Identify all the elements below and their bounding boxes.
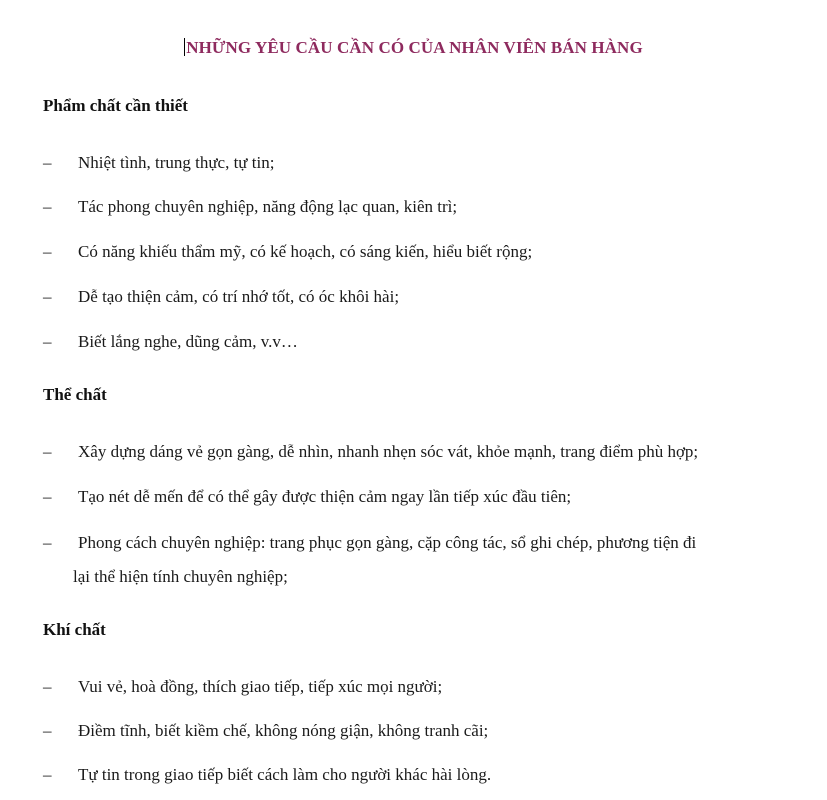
list-item xyxy=(43,758,793,792)
list-item-text: Điềm tĩnh, biết kiềm chế, không nóng giận, không tranh cãi; xyxy=(78,721,489,740)
list-item-wrapped xyxy=(43,526,793,560)
list-item-text: Phong cách chuyên nghiệp: trang phục gọn gàng, cặp công tác, sổ ghi chép, phương tiện đi xyxy=(78,533,697,552)
list-item xyxy=(43,146,793,180)
list-item-text: Có năng khiếu thẩm mỹ, có kế hoạch, có sáng kiến, hiểu biết rộng; xyxy=(78,242,533,261)
list-item-text: Tạo nét dễ mến để có thể gây được thiện cảm ngay lần tiếp xúc đầu tiên; xyxy=(78,487,572,506)
list-item-text: Tự tin trong giao tiếp biết cách làm cho người khác hài lòng. xyxy=(78,765,492,784)
list-dash: – xyxy=(43,242,52,261)
list-dash: – xyxy=(43,287,52,306)
list-item-continuation xyxy=(73,560,793,594)
list-dash: – xyxy=(43,487,52,506)
list-item-text: Nhiệt tình, trung thực, tự tin; xyxy=(78,153,275,172)
list-dash: – xyxy=(43,677,52,696)
list-item xyxy=(43,480,793,514)
document-title xyxy=(0,38,827,58)
list-item xyxy=(43,280,793,314)
list-dash: – xyxy=(43,153,52,172)
list-item xyxy=(43,325,793,359)
list-item-text-continuation: lại thể hiện tính chuyên nghiệp; xyxy=(73,567,288,586)
list-item xyxy=(43,190,793,224)
list-item xyxy=(43,235,793,269)
section-heading-khi-chat: Khí chất xyxy=(43,620,106,639)
section-heading-the-chat: Thể chất xyxy=(43,385,107,404)
list-dash: – xyxy=(43,197,52,216)
list-dash: – xyxy=(43,442,52,461)
list-dash: – xyxy=(43,765,52,784)
list-item-text: Biết lắng nghe, dũng cảm, v.v… xyxy=(78,332,298,351)
list-item-text: Xây dựng dáng vẻ gọn gàng, dễ nhìn, nhanh nhẹn sóc vát, khỏe mạnh, trang điểm phù hợp; xyxy=(78,442,699,461)
document-title-text: NHỮNG YÊU CẦU CẦN CÓ CỦA NHÂN VIÊN BÁN HÀNG xyxy=(186,38,643,57)
list-dash: – xyxy=(43,332,52,351)
list-item xyxy=(43,435,793,469)
list-dash: – xyxy=(43,533,52,552)
section-heading-pham-chat: Phẩm chất cần thiết xyxy=(43,96,188,115)
list-dash: – xyxy=(43,721,52,740)
list-item xyxy=(43,714,793,748)
list-item-text: Dễ tạo thiện cảm, có trí nhớ tốt, có óc khôi hài; xyxy=(78,287,400,306)
list-item-text: Vui vẻ, hoà đồng, thích giao tiếp, tiếp xúc mọi người; xyxy=(78,677,443,696)
list-item xyxy=(43,670,793,704)
list-item-text: Tác phong chuyên nghiệp, năng động lạc quan, kiên trì; xyxy=(78,197,458,216)
